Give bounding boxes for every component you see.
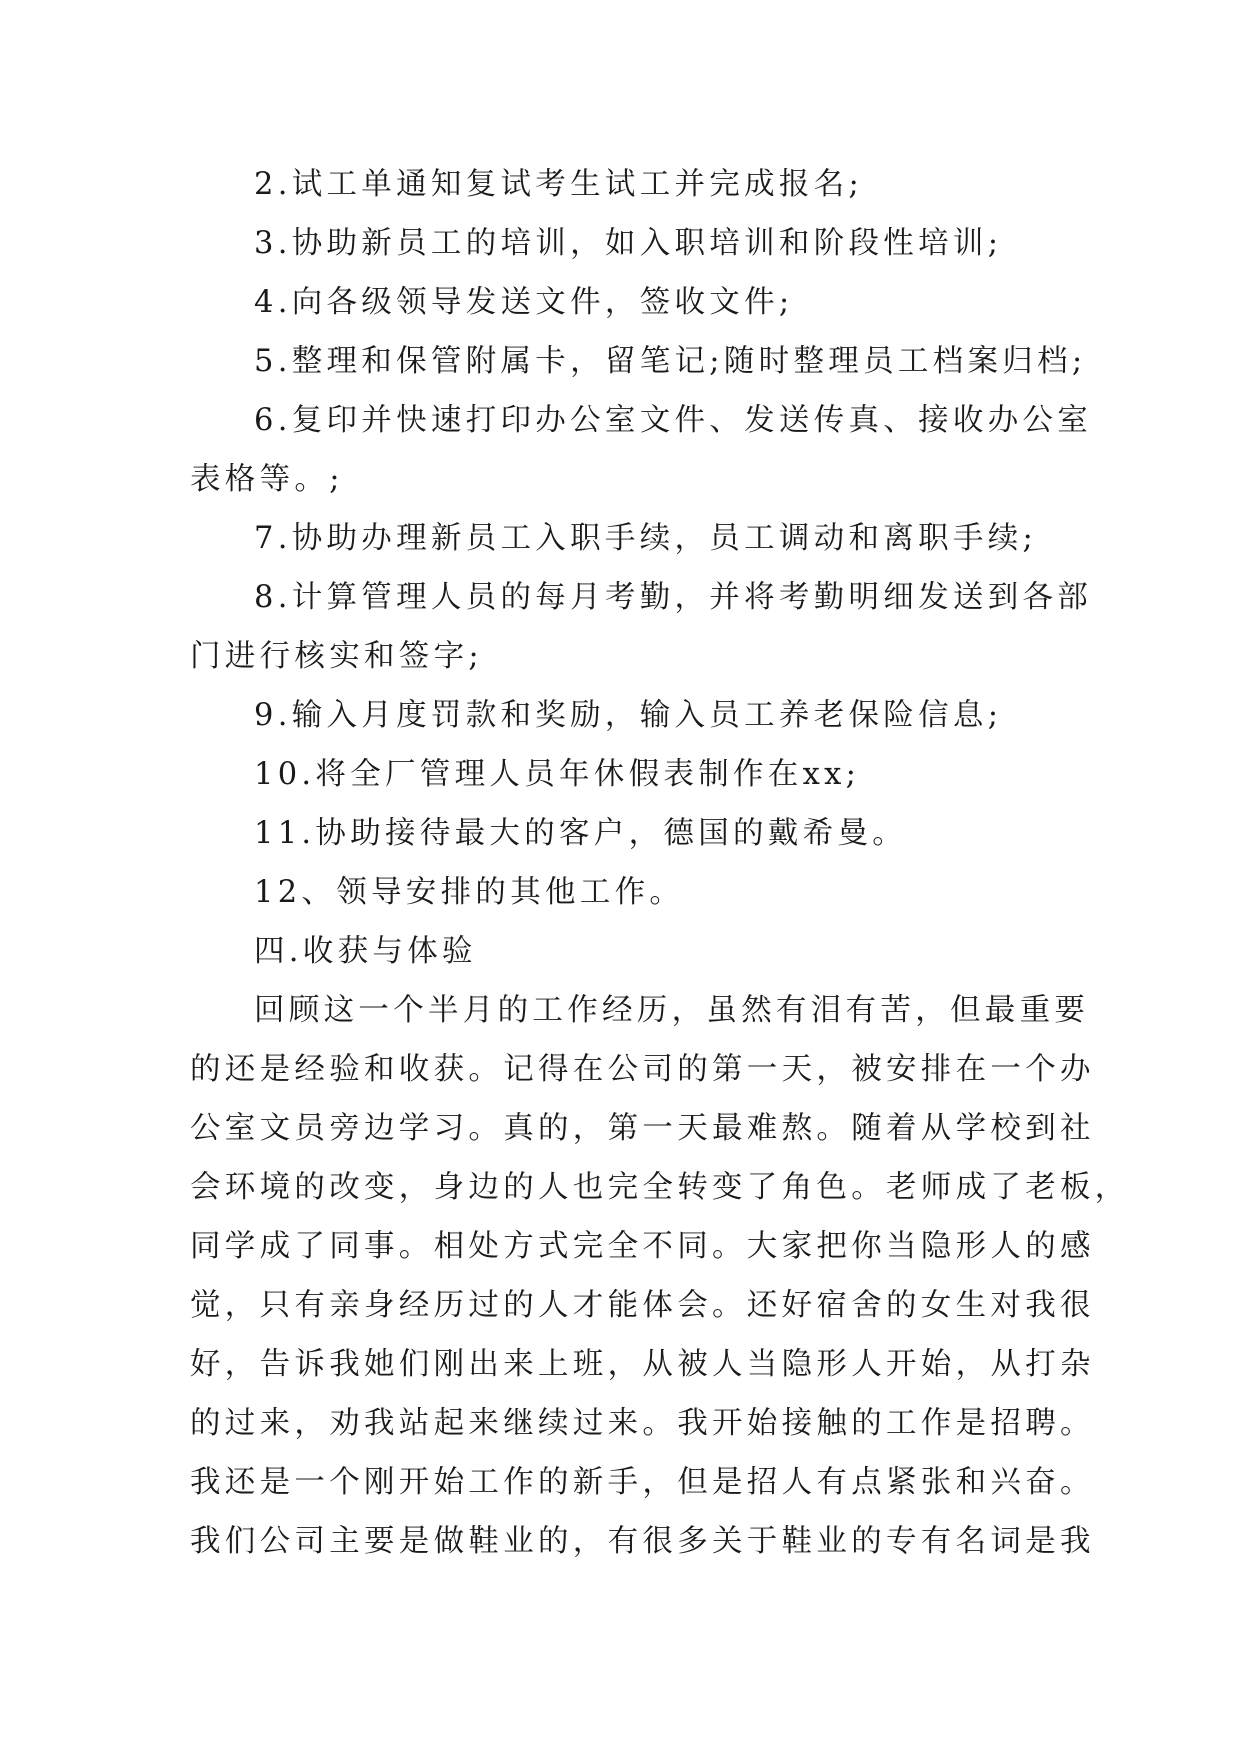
paragraph-line: 的还是经验和收获。记得在公司的第一天，被安排在一个办 (190, 1052, 1095, 1087)
list-item-11: 11.协助接待最大的客户，德国的戴希曼。 (254, 816, 908, 851)
paragraph-line: 好，告诉我她们刚出来上班，从被人当隐形人开始，从打杂 (190, 1347, 1095, 1382)
list-item-7: 7.协助办理新员工入职手续，员工调动和离职手续; (254, 521, 1038, 556)
list-item-6: 6.复印并快速打印办公室文件、发送传真、接收办公室 (254, 403, 1093, 438)
paragraph-line: 会环境的改变，身边的人也完全转变了角色。老师成了老板， (190, 1170, 1130, 1205)
list-item-10: 10.将全厂管理人员年休假表制作在xx; (254, 757, 861, 792)
paragraph-line: 我还是一个刚开始工作的新手，但是招人有点紧张和兴奋。 (190, 1465, 1095, 1500)
list-item-5: 5.整理和保管附属卡，留笔记;随时整理员工档案归档; (254, 344, 1087, 379)
paragraph-line: 我们公司主要是做鞋业的，有很多关于鞋业的专有名词是我 (190, 1524, 1095, 1559)
paragraph-line: 公室文员旁边学习。真的，第一天最难熬。随着从学校到社 (190, 1111, 1095, 1146)
section-heading: 四.收获与体验 (254, 934, 477, 969)
paragraph-line: 同学成了同事。相处方式完全不同。大家把你当隐形人的感 (190, 1229, 1095, 1264)
paragraph-line: 回顾这一个半月的工作经历，虽然有泪有苦，但最重要 (254, 993, 1090, 1028)
list-item-4: 4.向各级领导发送文件，签收文件; (254, 285, 794, 320)
paragraph-line: 的过来，劝我站起来继续过来。我开始接触的工作是招聘。 (190, 1406, 1095, 1441)
list-item-12: 12、领导安排的其他工作。 (254, 875, 685, 910)
list-item-8-continued: 门进行核实和签字; (190, 639, 483, 674)
list-item-3: 3.协助新员工的培训，如入职培训和阶段性培训; (254, 226, 1003, 261)
list-item-2: 2.试工单通知复试考生试工并完成报名; (254, 167, 864, 202)
list-item-6-continued: 表格等。; (190, 462, 344, 497)
document-body (190, 155, 1130, 1571)
list-item-8: 8.计算管理人员的每月考勤，并将考勤明细发送到各部 (254, 580, 1093, 615)
paragraph-line: 觉，只有亲身经历过的人才能体会。还好宿舍的女生对我很 (190, 1288, 1095, 1323)
list-item-9: 9.输入月度罚款和奖励，输入员工养老保险信息; (254, 698, 1003, 733)
